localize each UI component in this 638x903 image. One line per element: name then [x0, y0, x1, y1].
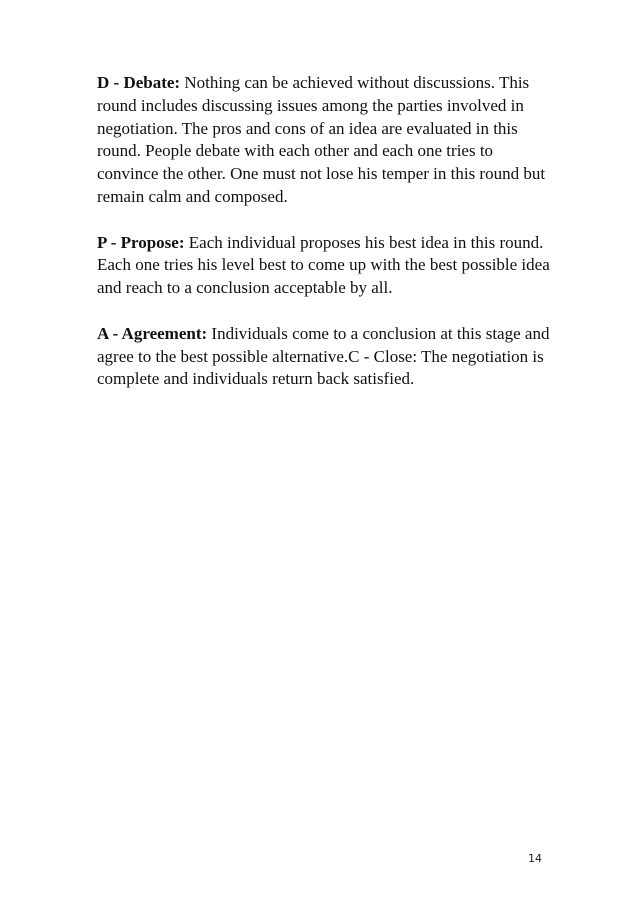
paragraph-propose: [97, 232, 557, 300]
paragraph-agreement-text: Individuals come to a conclusion at this stage and agree to the best possible alternative.C - Close: The negotiation is complete and individuals return back satisfied.: [97, 323, 550, 389]
body-content: [97, 72, 557, 414]
paragraph-debate: [97, 72, 557, 209]
term-propose: P - Propose:: [97, 232, 185, 252]
paragraph-propose-text: Each individual proposes his best idea in this round. Each one tries his level best to come up with the best possible idea and reach to a conclusion acceptable by all.: [97, 232, 550, 298]
term-debate: D - Debate:: [97, 73, 181, 92]
page-number: 14: [528, 852, 542, 865]
paragraph-debate-text: Nothing can be achieved without discussions. This round includes discussing issues among the parties involved in negotiation. The pros and cons of an idea are evaluated in this round. People debate with each other and each one tries to convince the other. One must not lose his temper in this round but remain calm and composed.: [97, 73, 546, 206]
term-agreement: A - Agreement:: [97, 323, 208, 343]
paragraph-agreement: [97, 323, 557, 391]
